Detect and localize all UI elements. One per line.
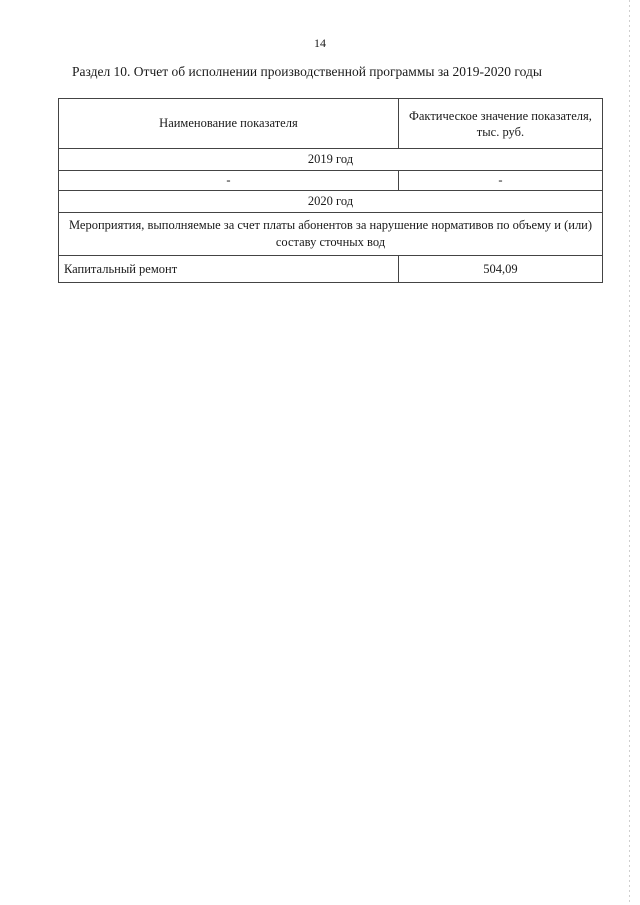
year-label-2019: 2019 год (59, 149, 603, 171)
indicator-name-cell: - (59, 171, 399, 191)
indicator-name-cell: Капитальный ремонт (59, 256, 399, 283)
group-title-row (59, 213, 603, 256)
header-actual-value: Фактическое значение показателя, тыс. руб. (398, 99, 602, 149)
indicator-value-cell: 504,09 (398, 256, 602, 283)
section-title: Раздел 10. Отчет об исполнении производственной программы за 2019-2020 годы (72, 64, 542, 79)
page-number: 14 (314, 36, 326, 50)
table-row (59, 171, 603, 191)
table-header-row (59, 99, 603, 149)
report-table (58, 98, 603, 283)
scan-edge-line (629, 0, 630, 905)
group-title-cell: Мероприятия, выполняемые за счет платы абонентов за нарушение нормативов по объему и (или) составу сточных вод (59, 213, 603, 256)
year-row-2019 (59, 149, 603, 171)
indicator-value-cell: - (398, 171, 602, 191)
header-indicator-name: Наименование показателя (59, 99, 399, 149)
year-row-2020 (59, 191, 603, 213)
table-row (59, 256, 603, 283)
year-label-2020: 2020 год (59, 191, 603, 213)
